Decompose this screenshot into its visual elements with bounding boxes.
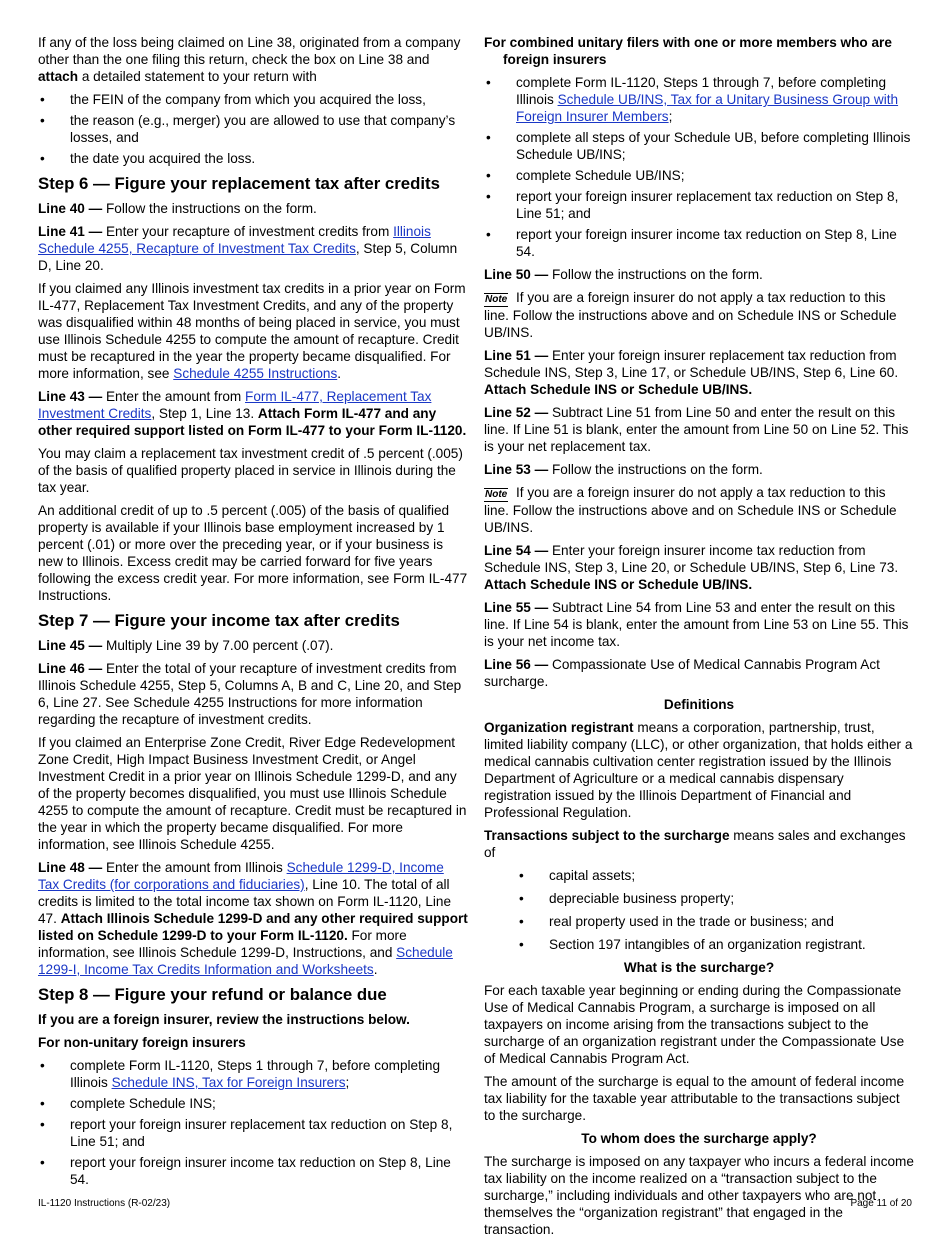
note-paragraph [484, 289, 914, 341]
schedule-4255-instructions-link[interactable]: Schedule 4255 Instructions [173, 366, 338, 381]
line53-paragraph [484, 461, 914, 478]
list-item: • complete Schedule UB/INS; [484, 167, 914, 184]
note-paragraph [484, 484, 914, 536]
line-bold-text: Attach Schedule INS or Schedule UB/INS. [484, 577, 753, 592]
line-text: Enter your foreign insurer replacement tax reduction from Schedule INS, Step 3, Line 17, or Schedule UB/INS, Step 6, Line 60. [484, 348, 899, 380]
line-text: Enter the amount from [102, 389, 246, 404]
investment-credit-paragraph [38, 280, 468, 382]
note-icon: Note [485, 489, 508, 500]
line-text: , Line 10. The total of all credits is limited to the total income tax shown on Form IL-1120, Line 47. [38, 877, 452, 926]
transactions-list [484, 867, 914, 953]
line41-paragraph [38, 223, 468, 274]
left-column [38, 34, 468, 1194]
list-item: • complete all steps of your Schedule UB, before completing Illinois Schedule UB/INS; [484, 129, 914, 163]
right-column [484, 34, 914, 1244]
list-item-text: ; [668, 109, 673, 124]
loss-intro-text: If any of the loss being claimed on Line 38, originated from a company other than the one filing this return, check the box on Line 38 and [38, 35, 461, 67]
list-item: • report your foreign insurer replacement tax reduction on Step 8, Line 51; and [484, 188, 914, 222]
line-label: Line 52 — [484, 405, 549, 420]
list-item: • report your foreign insurer income tax reduction on Step 8, Line 54. [38, 1154, 468, 1188]
line-text: Enter the amount from Illinois [102, 860, 287, 875]
footer-form-id: IL-1120 Instructions (R-02/23) [38, 1198, 171, 1209]
loss-intro-end: a detailed statement to your return with [78, 69, 317, 84]
step6-heading: Step 6 — Figure your replacement tax after credits [38, 174, 440, 193]
list-item: • the date you acquired the loss. [38, 150, 468, 167]
line-label: Line 54 — [484, 543, 549, 558]
non-unitary-heading: For non-unitary foreign insurers [38, 1035, 246, 1050]
loss-intro-paragraph [38, 34, 468, 85]
line-text: Subtract Line 51 from Line 50 and enter the result on this line. If Line 51 is blank, enter the amount from Line 50 on Line 52. This is your net replacement tax. [484, 405, 909, 454]
non-unitary-list [38, 1057, 468, 1188]
line-text: Compassionate Use of Medical Cannabis Program Act surcharge. [484, 657, 880, 689]
line-text: For more information, see Illinois Schedule 1299-D, Instructions, and [38, 928, 407, 960]
line-text: , Step 5, Column D, Line 20. [38, 241, 458, 273]
list-item-text: complete Form IL-1120, Steps 1 through 7, before completing Illinois [516, 75, 887, 107]
enterprise-zone-paragraph: If you claimed an Enterprise Zone Credit, River Edge Redevelopment Zone Credit, High Impact Business Investment Credit, or Angel Investment Credit in a prior year on Illinois Schedule 1299-D, and any of the property becomes disqualified, you must use Illinois Schedule 4255 to compute the amount of recapture. Credit must be recaptured in the year in which the property became disqualified. For more information, see Illinois Schedule 4255. [38, 735, 467, 852]
paragraph-text: . [337, 366, 342, 381]
combined-unitary-list [484, 74, 914, 260]
loss-statement-list [38, 91, 468, 167]
note-text: If you are a foreign insurer do not apply a tax reduction to this line. Follow the instructions above and on Schedule INS or Schedule UB/INS. [484, 485, 897, 535]
line54-paragraph [484, 542, 914, 593]
line-label: Line 51 — [484, 348, 549, 363]
line-label: Line 53 — [484, 462, 549, 477]
term: Transactions subject to the surcharge [484, 828, 730, 843]
list-item: • report your foreign insurer replacement tax reduction on Step 8, Line 51; and [38, 1116, 468, 1150]
line-label: Line 56 — [484, 657, 549, 672]
line-text: Follow the instructions on the form. [548, 462, 763, 477]
definition-text: means a corporation, partnership, trust, limited liability company (LLC), or other organization, that holds either a medical cannabis cultivation center registration issued by the Illinois Department of Agriculture or a medical cannabis dispensary registration issued by the Illinois Department of Financial and Professional Regulation. [484, 720, 913, 820]
line-bold-text: Attach Form IL-477 and any other required support listed on Form IL-477 to your Form IL-1120. [38, 406, 467, 438]
line55-paragraph [484, 599, 914, 650]
definitions-heading: Definitions [663, 697, 735, 712]
credit-claim-paragraph: You may claim a replacement tax investment credit of .5 percent (.005) of the basis of qualified property placed in service in Illinois during the tax year. [38, 446, 463, 495]
schedule-ins-link[interactable]: Schedule INS, Tax for Foreign Insurers [111, 1075, 346, 1090]
line-text: Subtract Line 54 from Line 53 and enter the result on this line. If Line 54 is blank, enter the amount from Line 53 on Line 55. This is your net income tax. [484, 600, 909, 649]
line45-paragraph [38, 637, 468, 654]
additional-credit-paragraph: An additional credit of up to .5 percent (.005) of the basis of qualified property is available if your Illinois base employment increased by 1 percent (.01) or more over the preceding year, or if your business is new to Illinois. Excess credit may be carried forward for five years following the excess credit year. For more information, see Form IL-477 Instructions. [38, 503, 468, 603]
schedule-1299i-link[interactable]: Schedule 1299-I, Income Tax Credits Information and Worksheets [38, 945, 453, 977]
list-item [38, 1057, 468, 1091]
line-text: Follow the instructions on the form. [102, 201, 317, 216]
list-item: • real property used in the trade or business; and [484, 913, 914, 930]
line-text: Multiply Line 39 by 7.00 percent (.07). [102, 638, 334, 653]
line-label: Line 43 — [38, 389, 103, 404]
line56-paragraph [484, 656, 914, 690]
list-item: • the reason (e.g., merger) you are allowed to use that company’s losses, and [38, 112, 468, 146]
line43-paragraph [38, 388, 468, 439]
loss-intro-bold: attach [38, 69, 79, 84]
definition-text: means sales and exchanges of [484, 828, 906, 860]
line46-paragraph [38, 660, 468, 728]
paragraph-text: If you claimed any Illinois investment tax credits in a prior year on Form IL-477, Replacement Tax Investment Credits, and any of the property was disqualified within 48 months of being placed in service, you must use Illinois Schedule 4255 to compute the amount of recapture. Credit must be recaptured in the year the property became disqualified. For more information, see [38, 281, 466, 381]
line-label: Line 48 — [38, 860, 103, 875]
line48-paragraph [38, 859, 468, 978]
step7-heading: Step 7 — Figure your income tax after credits [38, 611, 400, 630]
what-surcharge-heading: What is the surcharge? [623, 960, 775, 975]
transactions-definition [484, 827, 914, 861]
line-text: Follow the instructions on the form. [548, 267, 763, 282]
whom-surcharge-paragraph: The surcharge is imposed on any taxpayer who incurs a federal income tax liability on the income realized on a “transaction subject to the surcharge,” including individuals and other taxpayers who are not themselves the “organization registrant” that engaged in the transaction. [484, 1154, 914, 1237]
form-il-477-link[interactable]: Form IL-477, Replacement Tax Investment Credits [38, 389, 432, 421]
list-item-text: complete Form IL-1120, Steps 1 through 7, before completing Illinois [70, 1058, 441, 1090]
combined-unitary-heading: For combined unitary filers with one or more members who are foreign insurers [484, 35, 892, 67]
schedule-ub-ins-link[interactable]: Schedule UB/INS, Tax for a Unitary Business Group with Foreign Insurer Members [516, 92, 899, 124]
schedule-1299d-link[interactable]: Schedule 1299-D, Income Tax Credits (for corporations and fiduciaries) [38, 860, 444, 892]
list-item: • Section 197 intangibles of an organization registrant. [484, 936, 914, 953]
whom-surcharge-heading: To whom does the surcharge apply? [581, 1131, 817, 1146]
line-text: . [373, 962, 378, 977]
list-item: • complete Schedule INS; [38, 1095, 468, 1112]
foreign-insurer-review: If you are a foreign insurer, review the instructions below. [38, 1012, 410, 1027]
line-text: , Step 1, Line 13. [151, 406, 258, 421]
term: Organization registrant [484, 720, 634, 735]
schedule-4255-link[interactable]: Illinois Schedule 4255, Recapture of Investment Tax Credits [38, 224, 431, 256]
list-item [484, 74, 914, 125]
step8-heading: Step 8 — Figure your refund or balance due [38, 985, 387, 1004]
line-label: Line 55 — [484, 600, 549, 615]
line-label: Line 40 — [38, 201, 103, 216]
line-bold-text: Attach Schedule INS or Schedule UB/INS. [484, 382, 753, 397]
line-text: Enter your recapture of investment credits from [102, 224, 394, 239]
note-text: If you are a foreign insurer do not apply a tax reduction to this line. Follow the instructions above and on Schedule INS or Schedule UB/INS. [484, 290, 897, 340]
line-label: Line 46 — [38, 661, 103, 676]
line40-paragraph [38, 200, 468, 217]
line51-paragraph [484, 347, 914, 398]
what-surcharge-paragraph: For each taxable year beginning or ending during the Compassionate Use of Medical Cannabis Program, a surcharge is imposed on all taxpayers on income arising from the transactions subject to the surcharge of an organization registrant under the Compassionate Use of Medical Cannabis Program Act. [484, 983, 905, 1066]
list-item: • depreciable business property; [484, 890, 914, 907]
line-bold-text: Attach Illinois Schedule 1299-D and any other required support listed on Schedule 1299-D to your Form IL-1120. [38, 911, 468, 943]
surcharge-amount-paragraph: The amount of the surcharge is equal to the amount of federal income tax liability for the taxable year attributable to the transactions subject to the surcharge. [484, 1074, 905, 1123]
organization-registrant-definition [484, 719, 914, 821]
list-item: • the FEIN of the company from which you acquired the loss, [38, 91, 468, 108]
line-text: Enter the total of your recapture of investment credits from Illinois Schedule 4255, Step 5, Columns A, B and C, Line 20, and Step 6, Line 27. See Schedule 4255 Instructions for more information regarding the recapture of investment credits. [38, 661, 462, 727]
line-label: Line 50 — [484, 267, 549, 282]
list-item: • capital assets; [484, 867, 914, 884]
line-label: Line 41 — [38, 224, 103, 239]
note-icon: Note [485, 294, 508, 305]
line-text: Enter your foreign insurer income tax reduction from Schedule INS, Step 3, Line 20, or Schedule UB/INS, Step 6, Line 73. [484, 543, 899, 575]
line-label: Line 45 — [38, 638, 103, 653]
footer-page-number: Page 11 of 20 [850, 1198, 912, 1209]
line50-paragraph [484, 266, 914, 283]
line52-paragraph [484, 404, 914, 455]
list-item-text: ; [345, 1075, 350, 1090]
list-item: • report your foreign insurer income tax reduction on Step 8, Line 54. [484, 226, 914, 260]
